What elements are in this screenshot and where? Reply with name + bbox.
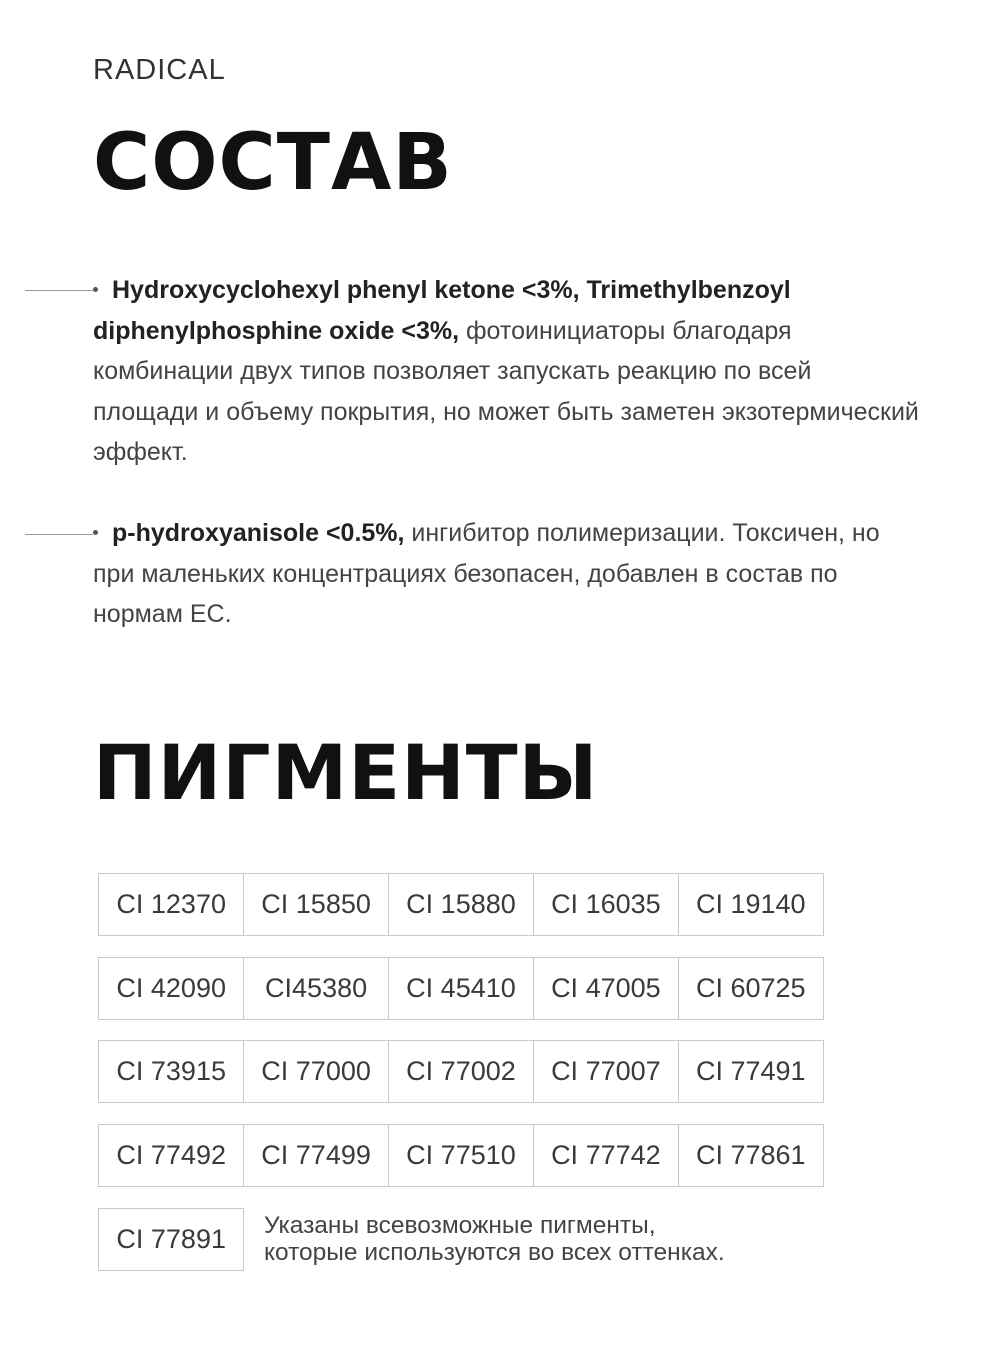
bullet-dot [93, 530, 98, 535]
pigment-row [98, 957, 824, 1020]
pigment-cell: CI 19140 [678, 873, 824, 936]
pigment-cell: CI 73915 [98, 1040, 244, 1103]
pigment-row [98, 1040, 824, 1103]
pigment-cell: CI 77861 [678, 1124, 824, 1187]
pigment-cell: CI 60725 [678, 957, 824, 1020]
ingredient-item-photoinitiators [93, 270, 923, 473]
bullet-dot [93, 287, 98, 292]
pigment-cell: CI 77891 [98, 1208, 244, 1271]
pigment-cell: CI 77002 [388, 1040, 534, 1103]
ingredient-description: ингибитор полимеризации. Токсичен, но при маленьких концентрациях безопасен, добавлен в состав по нормам ЕС. [93, 519, 880, 628]
pigments-heading: ПИГМЕНТЫ [93, 728, 599, 817]
pigment-cell: CI 77742 [533, 1124, 679, 1187]
pigment-cell: CI 77510 [388, 1124, 534, 1187]
pigment-row [98, 1124, 824, 1187]
ingredient-name: p-hydroxyanisole <0.5%, [112, 519, 405, 547]
pigment-cell: CI 77492 [98, 1124, 244, 1187]
pigments-note-line: Указаны всевозможные пигменты, [264, 1212, 656, 1239]
ingredient-description: фотоинициаторы благодаря комбинации двух типов позволяет запускать реакцию по всей площади и объему покрытия, но может быть заметен экзотермический эффект. [93, 316, 919, 466]
pigment-cell: CI45380 [243, 957, 389, 1020]
pigment-cell: CI 42090 [98, 957, 244, 1020]
pigment-row [98, 1208, 244, 1271]
pigment-cell: CI 45410 [388, 957, 534, 1020]
brand-name: RADICAL [93, 54, 226, 86]
ingredient-item-inhibitor [93, 513, 923, 635]
pigment-cell: CI 15850 [243, 873, 389, 936]
pigment-cell: CI 12370 [98, 873, 244, 936]
bullet-connector-line [25, 534, 93, 535]
pigment-cell: CI 77000 [243, 1040, 389, 1103]
pigment-cell: CI 47005 [533, 957, 679, 1020]
ingredient-name: Hydroxycyclohexyl phenyl ketone <3%, Trimethylbenzoyl diphenylphosphine oxide <3%, [93, 276, 791, 345]
pigment-cell: CI 77491 [678, 1040, 824, 1103]
composition-heading: СОСТАВ [93, 118, 453, 208]
pigments-note [264, 1212, 864, 1266]
pigment-cell: CI 77499 [243, 1124, 389, 1187]
pigment-cell: CI 77007 [533, 1040, 679, 1103]
bullet-connector-line [25, 290, 93, 291]
pigment-cell: CI 15880 [388, 873, 534, 936]
pigment-row [98, 873, 824, 936]
pigment-cell: CI 16035 [533, 873, 679, 936]
pigments-note-line: которые используются во всех оттенках. [264, 1239, 725, 1266]
